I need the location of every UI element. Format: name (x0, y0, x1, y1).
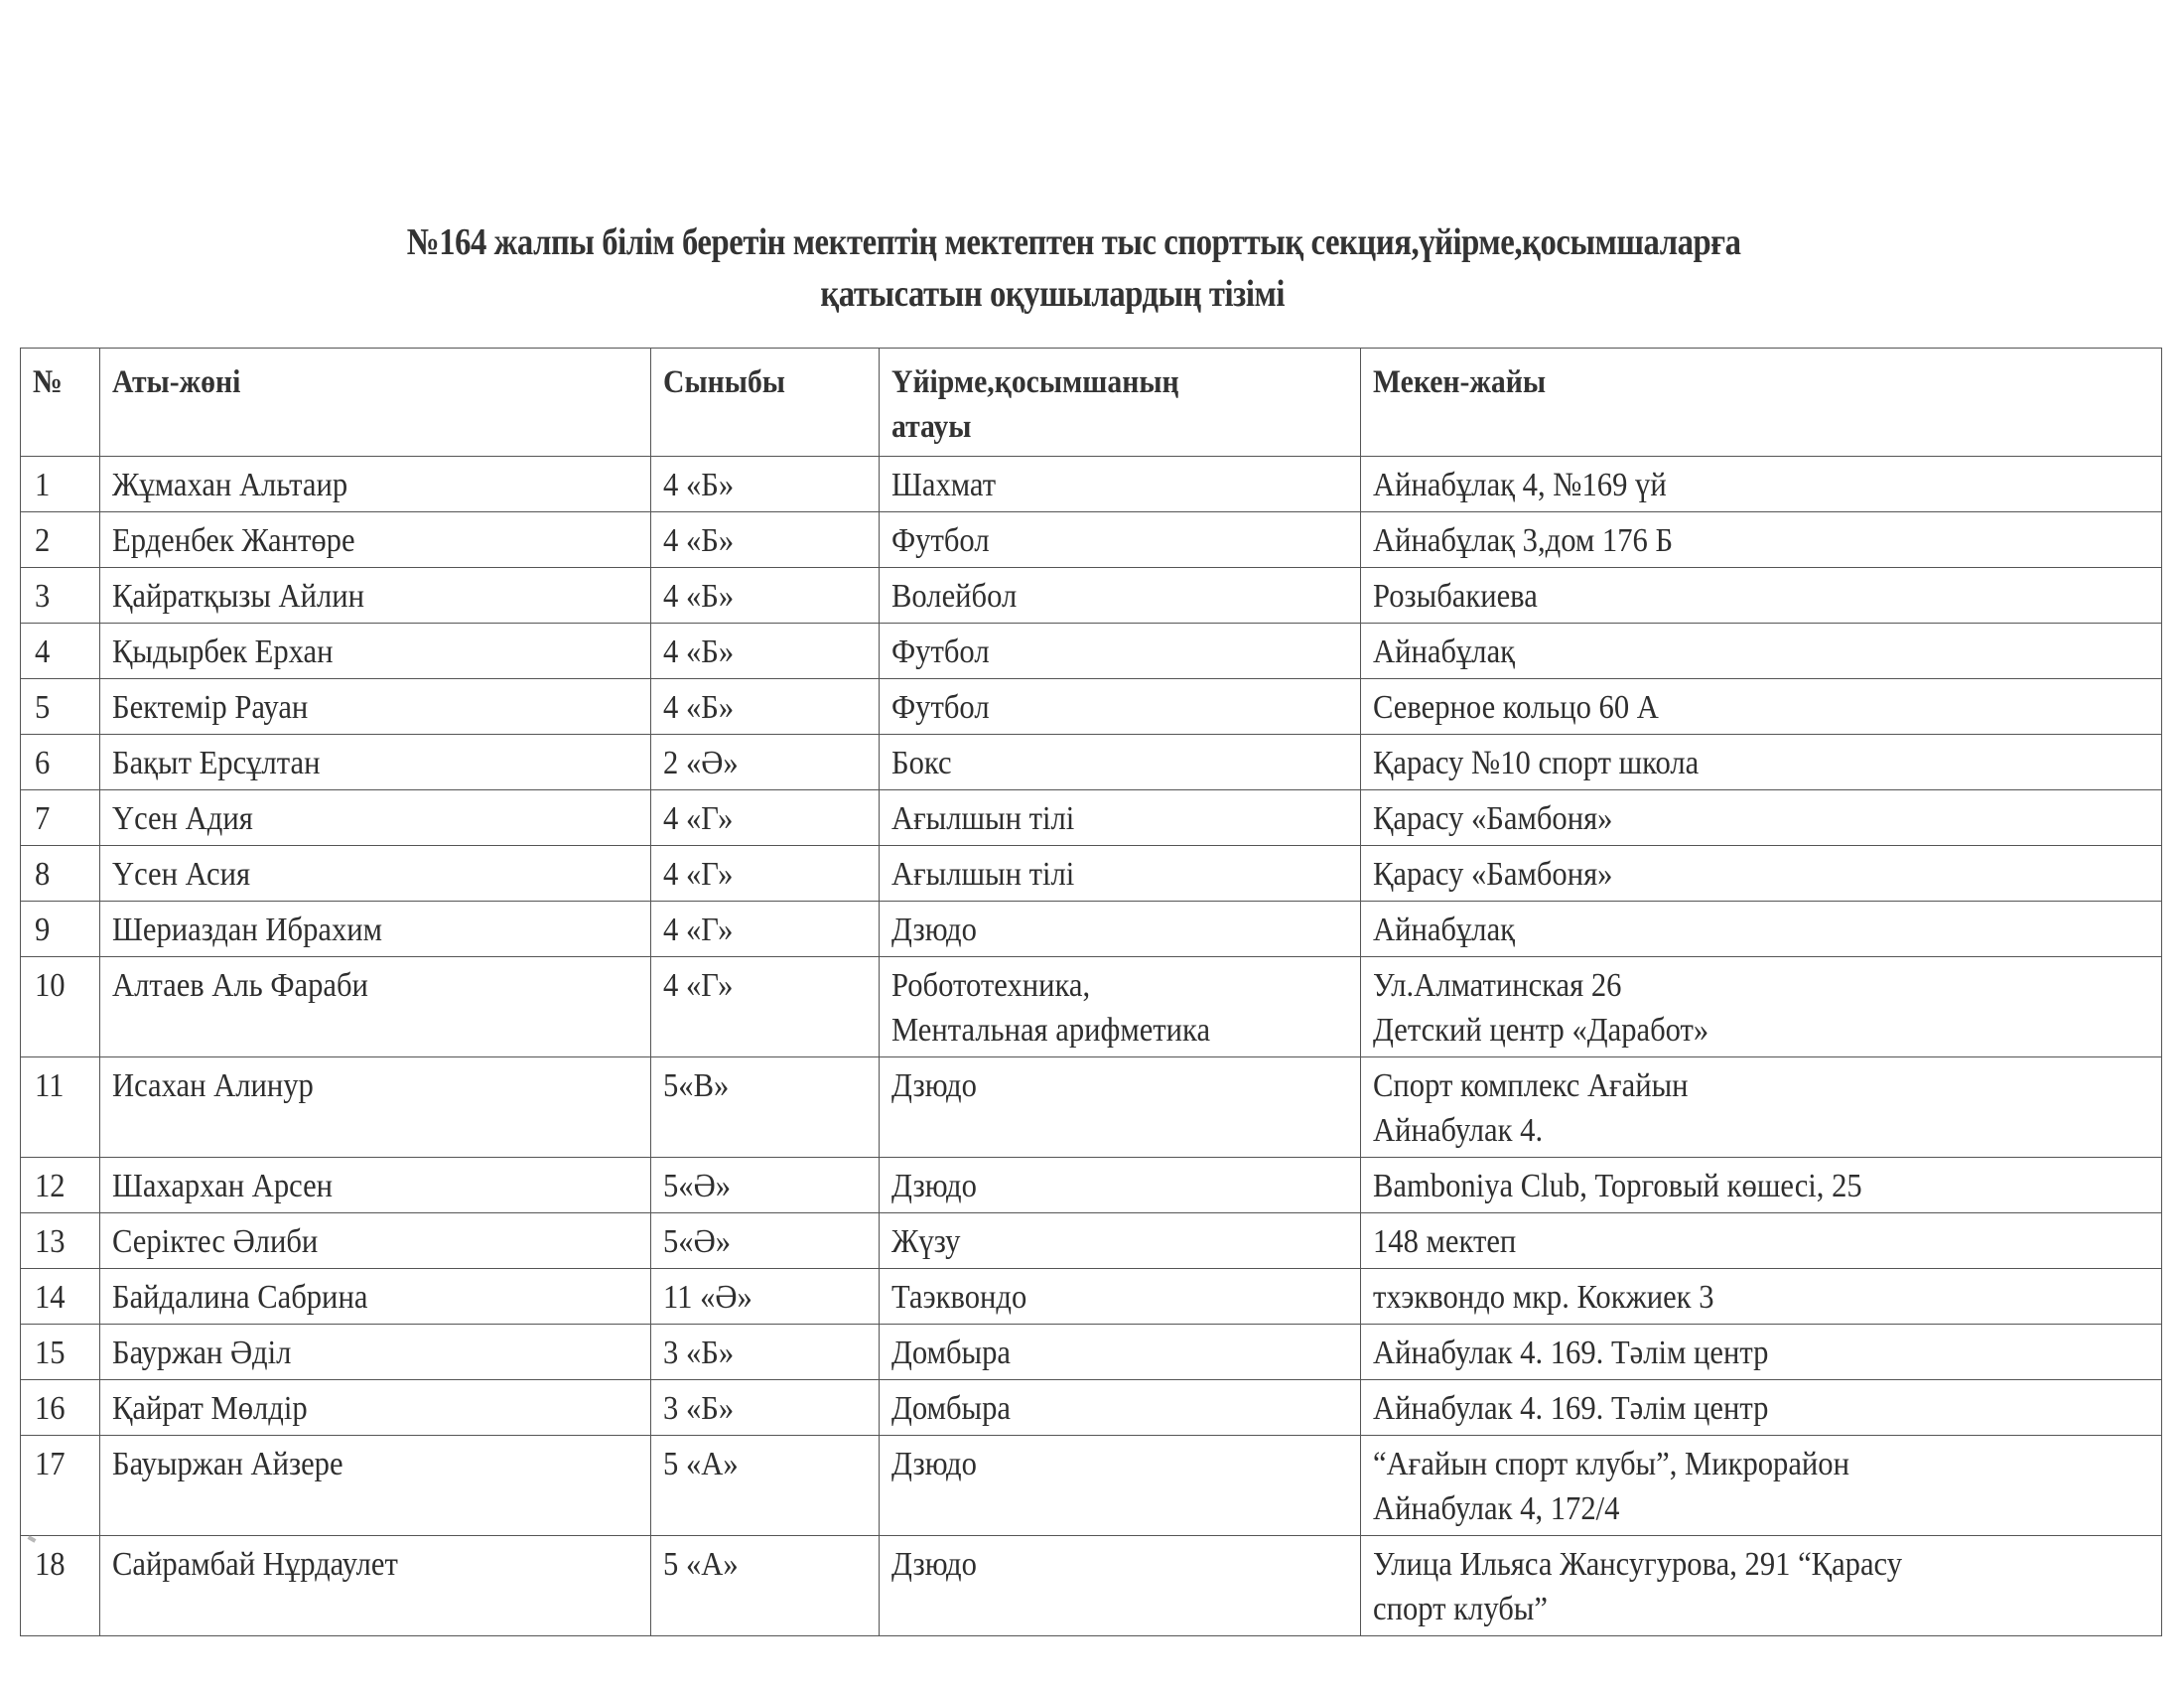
table-row (21, 735, 2162, 790)
cell-class (651, 1380, 880, 1436)
cell-name (100, 624, 651, 679)
cell-class (651, 457, 880, 512)
address-line: Детский центр «Даработ» (1372, 1012, 1708, 1049)
cell-name (100, 735, 651, 790)
row-number: 9 (35, 912, 51, 948)
table-row (21, 1269, 2162, 1325)
cell-activity (880, 568, 1360, 624)
student-class: 3 «Б» (663, 1390, 735, 1427)
table-row (21, 1057, 2162, 1158)
student-class: 4 «Б» (663, 522, 735, 559)
cell-address (1360, 1057, 2161, 1158)
row-number: 18 (35, 1546, 66, 1583)
cell-address (1360, 735, 2161, 790)
table-row (21, 790, 2162, 846)
table-row (21, 1380, 2162, 1436)
cell-name (100, 457, 651, 512)
cell-address (1360, 1380, 2161, 1436)
cell-activity (880, 1325, 1360, 1380)
student-name: Байдалина Сабрина (112, 1279, 368, 1316)
cell-num (21, 1158, 100, 1213)
cell-name (100, 1325, 651, 1380)
cell-activity (880, 1269, 1360, 1325)
student-class: 4 «Б» (663, 467, 735, 503)
row-number: 13 (35, 1223, 66, 1260)
activity-line: Волейбол (891, 578, 1018, 615)
activity-line: Дзюдо (891, 1446, 978, 1482)
header-num: № (21, 349, 100, 457)
cell-class (651, 1325, 880, 1380)
cell-num (21, 790, 100, 846)
cell-num (21, 512, 100, 568)
student-name: Қыдырбек Ерхан (112, 633, 334, 670)
address-line: Улица Ильяса Жансугурова, 291 “Қарасу (1372, 1546, 1902, 1583)
cell-class (651, 568, 880, 624)
activity-line: Домбыра (891, 1335, 1012, 1371)
cell-activity (880, 679, 1360, 735)
cell-activity (880, 1436, 1360, 1536)
student-class: 4 «Б» (663, 578, 735, 615)
activity-line: Шахмат (891, 467, 997, 503)
row-number: 16 (35, 1390, 66, 1427)
student-class: 11 «Ә» (663, 1279, 753, 1316)
cell-address (1360, 624, 2161, 679)
row-number: 14 (35, 1279, 66, 1316)
cell-name (100, 1536, 651, 1636)
cell-class (651, 1269, 880, 1325)
student-class: 5«Ә» (663, 1168, 732, 1204)
cell-num (21, 957, 100, 1057)
cell-num (21, 679, 100, 735)
table-body (21, 457, 2162, 1636)
address-line: Спорт комплекс Ағайын (1372, 1067, 1689, 1104)
address-line: Қарасу «Бамбоня» (1372, 856, 1613, 893)
header-address: Мекен-жайы (1360, 349, 2161, 457)
document-title (139, 216, 2017, 320)
cell-class (651, 1057, 880, 1158)
address-line: тхэквондо мкр. Кокжиек 3 (1372, 1279, 1714, 1316)
student-name: Бектемір Рауан (112, 689, 309, 726)
cell-class (651, 679, 880, 735)
address-line: Айнабұлақ (1372, 912, 1515, 948)
student-name: Шахархан Арсен (112, 1168, 334, 1204)
table-row (21, 1325, 2162, 1380)
title-line-2: қатысатын оқушылардың тізімі (820, 273, 1285, 315)
table-row (21, 679, 2162, 735)
student-class: 3 «Б» (663, 1335, 735, 1371)
student-class: 4 «Г» (663, 800, 734, 837)
student-name: Исахан Алинур (112, 1067, 314, 1104)
address-line: Айнабулак 4. (1372, 1112, 1543, 1149)
cell-class (651, 735, 880, 790)
cell-activity (880, 624, 1360, 679)
row-number: 15 (35, 1335, 66, 1371)
activity-line: Робототехника, (891, 967, 1091, 1004)
address-line: “Ағайын спорт клубы”, Микрорайон (1372, 1446, 1849, 1482)
cell-activity (880, 902, 1360, 957)
student-name: Қайрат Мөлдір (112, 1390, 308, 1427)
table-row (21, 568, 2162, 624)
address-line: Қарасу «Бамбоня» (1372, 800, 1613, 837)
address-line: спорт клубы” (1372, 1591, 1548, 1627)
cell-address (1360, 679, 2161, 735)
cell-num (21, 1325, 100, 1380)
student-name: Жұмахан Альтаир (112, 467, 348, 503)
cell-address (1360, 957, 2161, 1057)
student-class: 2 «Ә» (663, 745, 739, 781)
student-name: Қайратқызы Айлин (112, 578, 365, 615)
activity-line: Футбол (891, 522, 990, 559)
cell-num (21, 568, 100, 624)
student-name: Сайрамбай Нұрдаулет (112, 1546, 398, 1583)
cell-activity (880, 1057, 1360, 1158)
cell-address (1360, 1213, 2161, 1269)
row-number: 2 (35, 522, 51, 559)
row-number: 7 (35, 800, 51, 837)
student-class: 5«Ә» (663, 1223, 732, 1260)
student-class: 4 «Г» (663, 967, 734, 1004)
activity-line: Жүзу (891, 1223, 961, 1260)
row-number: 10 (35, 967, 66, 1004)
cell-address (1360, 457, 2161, 512)
cell-address (1360, 1269, 2161, 1325)
cell-class (651, 846, 880, 902)
cell-num (21, 1269, 100, 1325)
student-name: Ерденбек Жантөре (112, 522, 355, 559)
students-table (20, 348, 2162, 1636)
address-line: Bamboniya Club, Торговый көшесі, 25 (1372, 1168, 1862, 1204)
address-line: Розыбакиева (1372, 578, 1538, 615)
table-row (21, 1213, 2162, 1269)
cell-class (651, 1536, 880, 1636)
cell-activity (880, 846, 1360, 902)
cell-class (651, 902, 880, 957)
activity-line: Дзюдо (891, 1546, 978, 1583)
cell-address (1360, 568, 2161, 624)
row-number: 6 (35, 745, 51, 781)
cell-activity (880, 1536, 1360, 1636)
table-row (21, 1158, 2162, 1213)
address-line: Айнабұлақ 4, №169 үй (1372, 467, 1667, 503)
row-number: 3 (35, 578, 51, 615)
title-line-1: №164 жалпы білім беретін мектептің мектептен тыс спорттық секция,үйірме,қосымшаларға (406, 221, 1741, 263)
address-line: Қарасу №10 спорт школа (1372, 745, 1699, 781)
cell-class (651, 957, 880, 1057)
table-row (21, 457, 2162, 512)
header-activity-line-1: Үйірме,қосымшаның (891, 364, 1180, 400)
cell-address (1360, 512, 2161, 568)
header-activity-line-2: атауы (891, 409, 972, 445)
activity-line: Дзюдо (891, 1067, 978, 1104)
student-name: Бақыт Ерсұлтан (112, 745, 321, 781)
cell-activity (880, 957, 1360, 1057)
cell-num (21, 735, 100, 790)
student-name: Бауржан Әділ (112, 1335, 292, 1371)
table-row (21, 624, 2162, 679)
header-name: Аты-жөні (100, 349, 651, 457)
cell-class (651, 1436, 880, 1536)
cell-activity (880, 735, 1360, 790)
row-number: 17 (35, 1446, 66, 1482)
student-name: Үсен Асия (112, 856, 251, 893)
cell-class (651, 790, 880, 846)
student-class: 5 «А» (663, 1446, 739, 1482)
student-name: Серіктес Әлиби (112, 1223, 319, 1260)
address-line: Айнабулак 4. 169. Тәлім центр (1372, 1335, 1768, 1371)
cell-name (100, 1158, 651, 1213)
activity-line: Ағылшын тілі (891, 800, 1075, 837)
activity-line: Бокс (891, 745, 952, 781)
cell-address (1360, 1325, 2161, 1380)
student-class: 4 «Г» (663, 912, 734, 948)
cell-class (651, 512, 880, 568)
table-header-row (21, 349, 2162, 457)
student-name: Алтаев Аль Фараби (112, 967, 368, 1004)
address-line: Айнабулак 4, 172/4 (1372, 1490, 1620, 1527)
cell-address (1360, 1536, 2161, 1636)
row-number: 8 (35, 856, 51, 893)
cell-address (1360, 1436, 2161, 1536)
row-number: 4 (35, 633, 51, 670)
cell-address (1360, 902, 2161, 957)
row-number: 1 (35, 467, 51, 503)
table-row (21, 1436, 2162, 1536)
activity-line: Ағылшын тілі (891, 856, 1075, 893)
student-name: Үсен Адия (112, 800, 253, 837)
activity-line: Ментальная арифметика (891, 1012, 1211, 1049)
address-line: Айнабұлақ 3,дом 176 Б (1372, 522, 1673, 559)
address-line: Северное кольцо 60 А (1372, 689, 1659, 726)
cell-name (100, 790, 651, 846)
cell-name (100, 1380, 651, 1436)
table-row (21, 957, 2162, 1057)
cell-num (21, 624, 100, 679)
cell-num (21, 1436, 100, 1536)
table-row (21, 1536, 2162, 1636)
cell-activity (880, 512, 1360, 568)
student-class: 5«В» (663, 1067, 730, 1104)
address-line: Айнабулак 4. 169. Тәлім центр (1372, 1390, 1768, 1427)
cell-num (21, 1380, 100, 1436)
activity-line: Футбол (891, 633, 990, 670)
cell-class (651, 1158, 880, 1213)
row-number: 12 (35, 1168, 66, 1204)
cell-num (21, 846, 100, 902)
activity-line: Таэквондо (891, 1279, 1027, 1316)
address-line: Айнабұлақ (1372, 633, 1515, 670)
cell-address (1360, 1158, 2161, 1213)
cell-class (651, 624, 880, 679)
cell-name (100, 568, 651, 624)
address-line: 148 мектеп (1372, 1223, 1516, 1260)
cell-num (21, 1057, 100, 1158)
student-class: 5 «А» (663, 1546, 739, 1583)
address-line: Ул.Алматинская 26 (1372, 967, 1622, 1004)
header-activity (880, 349, 1360, 457)
cell-name (100, 679, 651, 735)
cell-activity (880, 1158, 1360, 1213)
cell-name (100, 957, 651, 1057)
cell-num (21, 457, 100, 512)
cell-activity (880, 457, 1360, 512)
cell-num (21, 1213, 100, 1269)
cell-name (100, 1269, 651, 1325)
activity-line: Дзюдо (891, 912, 978, 948)
row-number: 5 (35, 689, 51, 726)
cell-name (100, 512, 651, 568)
student-class: 4 «Б» (663, 689, 735, 726)
cell-activity (880, 1380, 1360, 1436)
cell-num (21, 902, 100, 957)
student-name: Бауыржан Айзере (112, 1446, 343, 1482)
student-class: 4 «Г» (663, 856, 734, 893)
cell-name (100, 1057, 651, 1158)
cell-address (1360, 790, 2161, 846)
cell-name (100, 902, 651, 957)
activity-line: Дзюдо (891, 1168, 978, 1204)
student-class: 4 «Б» (663, 633, 735, 670)
table-row (21, 846, 2162, 902)
student-name: Шериаздан Ибрахим (112, 912, 383, 948)
cell-class (651, 1213, 880, 1269)
activity-line: Футбол (891, 689, 990, 726)
cell-num (21, 1536, 100, 1636)
activity-line: Домбыра (891, 1390, 1012, 1427)
cell-name (100, 846, 651, 902)
table-row (21, 512, 2162, 568)
row-number: 11 (35, 1067, 65, 1104)
cell-name (100, 1213, 651, 1269)
header-class: Сыныбы (651, 349, 880, 457)
cell-activity (880, 790, 1360, 846)
cell-activity (880, 1213, 1360, 1269)
cell-address (1360, 846, 2161, 902)
cell-name (100, 1436, 651, 1536)
table-row (21, 902, 2162, 957)
